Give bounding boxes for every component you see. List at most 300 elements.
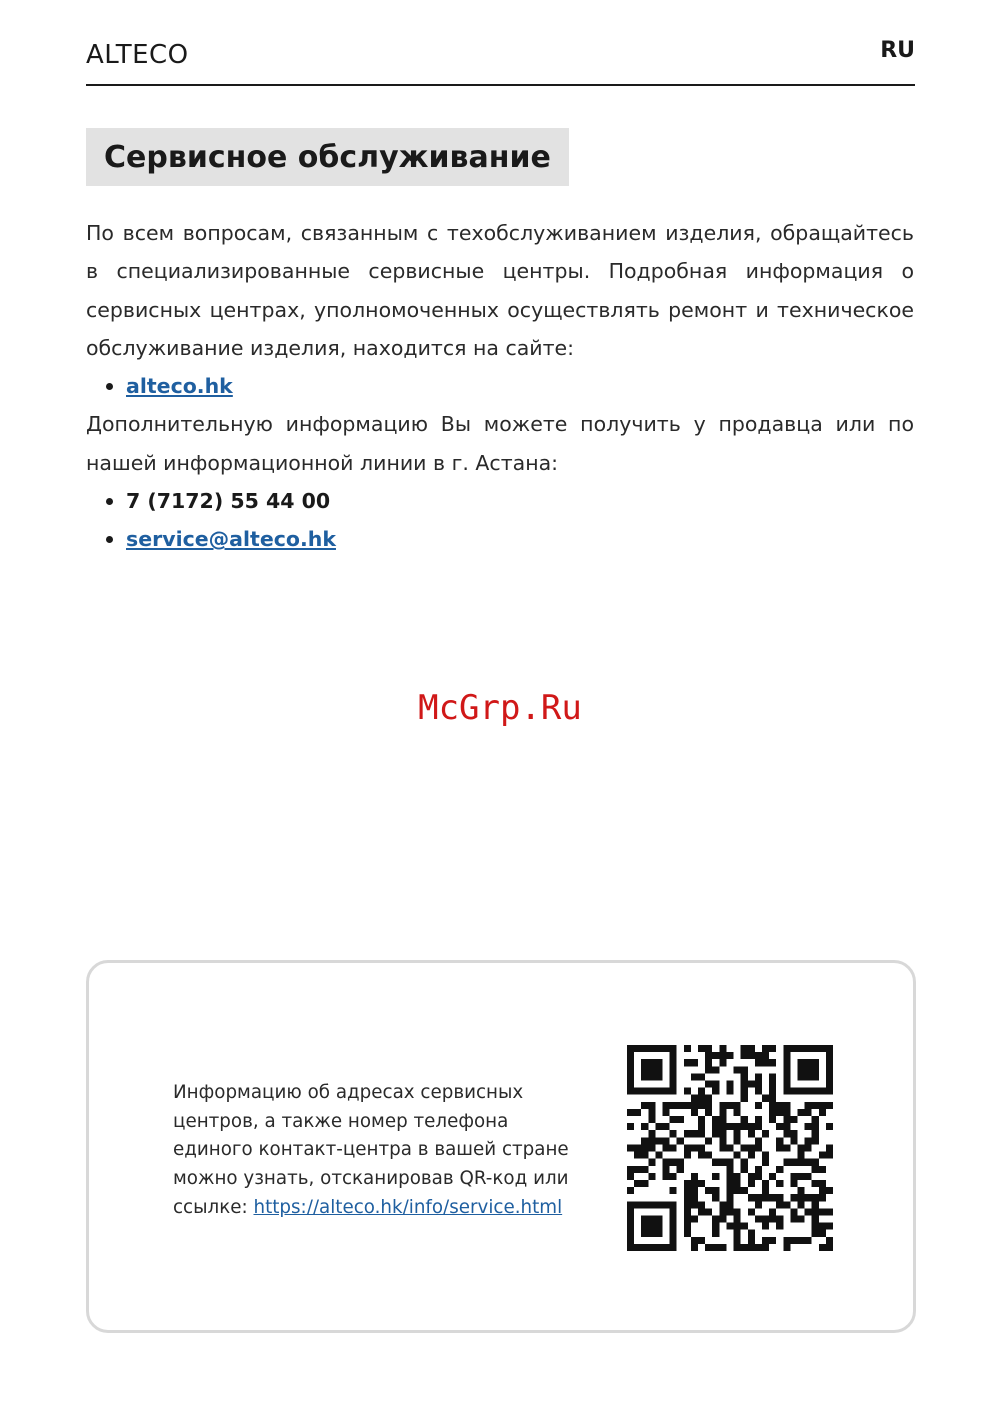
qr-module xyxy=(734,1137,741,1144)
qr-module xyxy=(769,1095,776,1102)
qr-module xyxy=(698,1201,705,1208)
qr-module xyxy=(790,1173,797,1180)
qr-module xyxy=(648,1088,655,1095)
qr-module xyxy=(705,1045,712,1052)
qr-module xyxy=(748,1045,755,1052)
qr-module xyxy=(748,1052,755,1059)
qr-module xyxy=(819,1223,826,1230)
qr-module xyxy=(748,1230,755,1237)
qr-module xyxy=(677,1116,684,1123)
qr-module xyxy=(648,1244,655,1251)
qr-module xyxy=(812,1201,819,1208)
qr-module xyxy=(819,1102,826,1109)
qr-module xyxy=(726,1081,733,1088)
qr-module xyxy=(741,1223,748,1230)
qr-module xyxy=(826,1102,833,1109)
qr-module xyxy=(648,1215,655,1222)
qr-module xyxy=(819,1045,826,1052)
qr-module xyxy=(734,1223,741,1230)
qr-module xyxy=(826,1208,833,1215)
qr-module xyxy=(627,1244,634,1251)
qr-module xyxy=(634,1045,641,1052)
qr-module xyxy=(783,1237,790,1244)
qr-module xyxy=(783,1059,790,1066)
qr-module xyxy=(719,1116,726,1123)
qr-module xyxy=(783,1081,790,1088)
qr-module xyxy=(641,1059,648,1066)
qr-module xyxy=(641,1230,648,1237)
qr-module xyxy=(819,1194,826,1201)
qr-module xyxy=(726,1173,733,1180)
qr-module xyxy=(762,1152,769,1159)
qr-module xyxy=(705,1052,712,1059)
qr-module xyxy=(755,1173,762,1180)
contact-list xyxy=(86,482,914,559)
qr-module xyxy=(712,1130,719,1137)
qr-module xyxy=(670,1116,677,1123)
qr-module xyxy=(627,1187,634,1194)
qr-module xyxy=(712,1194,719,1201)
qr-module xyxy=(691,1180,698,1187)
qr-module xyxy=(790,1137,797,1144)
qr-module xyxy=(641,1144,648,1151)
qr-module xyxy=(698,1045,705,1052)
qr-module xyxy=(826,1059,833,1066)
qr-module xyxy=(655,1066,662,1073)
qr-module xyxy=(783,1073,790,1080)
qr-module xyxy=(805,1045,812,1052)
qr-module xyxy=(812,1130,819,1137)
qr-module xyxy=(641,1073,648,1080)
qr-module xyxy=(684,1088,691,1095)
qr-module xyxy=(826,1144,833,1151)
qr-module xyxy=(734,1208,741,1215)
qr-module xyxy=(748,1244,755,1251)
qr-module xyxy=(762,1159,769,1166)
qr-module xyxy=(776,1144,783,1151)
qr-module xyxy=(762,1237,769,1244)
qr-module xyxy=(670,1208,677,1215)
qr-module xyxy=(741,1045,748,1052)
qr-module xyxy=(805,1137,812,1144)
qr-module xyxy=(755,1116,762,1123)
qr-module xyxy=(762,1095,769,1102)
qr-module xyxy=(726,1123,733,1130)
qr-module xyxy=(677,1137,684,1144)
qr-module xyxy=(797,1144,804,1151)
qr-module xyxy=(805,1059,812,1066)
qr-module xyxy=(719,1123,726,1130)
qr-module xyxy=(648,1230,655,1237)
qr-module xyxy=(805,1088,812,1095)
qr-module xyxy=(783,1045,790,1052)
qr-module xyxy=(698,1102,705,1109)
qr-module xyxy=(663,1102,670,1109)
qr-module xyxy=(677,1166,684,1173)
qr-module xyxy=(655,1137,662,1144)
list-item xyxy=(126,482,914,520)
qr-module xyxy=(705,1102,712,1109)
qr-module xyxy=(719,1244,726,1251)
qr-module xyxy=(812,1088,819,1095)
qr-module xyxy=(691,1130,698,1137)
qr-module xyxy=(634,1201,641,1208)
qr-module xyxy=(748,1208,755,1215)
qr-module xyxy=(627,1123,634,1130)
qr-module xyxy=(705,1081,712,1088)
qr-module xyxy=(726,1201,733,1208)
qr-module xyxy=(819,1230,826,1237)
email-link[interactable]: service@alteco.hk xyxy=(126,527,336,552)
qr-module xyxy=(748,1144,755,1151)
qr-module xyxy=(712,1159,719,1166)
qr-module xyxy=(741,1123,748,1130)
qr-module xyxy=(812,1208,819,1215)
qr-module xyxy=(719,1052,726,1059)
qr-module xyxy=(812,1102,819,1109)
qr-module xyxy=(648,1223,655,1230)
qr-module xyxy=(741,1244,748,1251)
qr-module xyxy=(641,1166,648,1173)
qr-module xyxy=(677,1102,684,1109)
qr-module xyxy=(812,1123,819,1130)
qr-module xyxy=(819,1208,826,1215)
qr-module xyxy=(797,1173,804,1180)
qr-module xyxy=(741,1073,748,1080)
qr-module xyxy=(684,1180,691,1187)
qr-module xyxy=(684,1144,691,1151)
qr-module xyxy=(684,1059,691,1066)
qr-module xyxy=(769,1215,776,1222)
qr-code-icon[interactable] xyxy=(627,1045,833,1251)
qr-module xyxy=(663,1201,670,1208)
qr-module xyxy=(797,1066,804,1073)
qr-module xyxy=(826,1237,833,1244)
qr-module xyxy=(627,1215,634,1222)
qr-module xyxy=(691,1244,698,1251)
qr-module xyxy=(741,1066,748,1073)
qr-module xyxy=(712,1223,719,1230)
qr-module xyxy=(691,1215,698,1222)
section-title: Сервисное обслуживание xyxy=(104,139,551,175)
qr-module xyxy=(648,1109,655,1116)
qr-module xyxy=(769,1102,776,1109)
qr-module xyxy=(663,1144,670,1151)
qr-module xyxy=(684,1208,691,1215)
qr-module xyxy=(641,1137,648,1144)
qr-module xyxy=(663,1159,670,1166)
qr-module xyxy=(819,1088,826,1095)
qr-module xyxy=(726,1088,733,1095)
qr-module xyxy=(819,1109,826,1116)
qr-module xyxy=(648,1073,655,1080)
qr-module xyxy=(719,1045,726,1052)
qr-module xyxy=(663,1166,670,1173)
qr-module xyxy=(755,1073,762,1080)
qr-module xyxy=(797,1237,804,1244)
qr-module xyxy=(719,1130,726,1137)
qr-module xyxy=(776,1166,783,1173)
qr-module xyxy=(698,1088,705,1095)
qr-module xyxy=(670,1173,677,1180)
qr-module xyxy=(705,1095,712,1102)
qr-module xyxy=(698,1073,705,1080)
qr-module xyxy=(783,1144,790,1151)
qr-module xyxy=(769,1173,776,1180)
qr-module xyxy=(698,1095,705,1102)
qr-module xyxy=(805,1194,812,1201)
qr-module xyxy=(634,1180,641,1187)
qr-module xyxy=(670,1130,677,1137)
qr-module xyxy=(755,1052,762,1059)
qr-module xyxy=(655,1073,662,1080)
qr-module xyxy=(634,1152,641,1159)
main-content xyxy=(86,214,914,559)
qr-module xyxy=(627,1173,634,1180)
qr-module xyxy=(783,1116,790,1123)
qr-module xyxy=(826,1066,833,1073)
qr-module xyxy=(762,1223,769,1230)
qr-module xyxy=(741,1081,748,1088)
qr-module xyxy=(655,1045,662,1052)
qr-module xyxy=(684,1201,691,1208)
qr-module xyxy=(641,1088,648,1095)
qr-module xyxy=(655,1152,662,1159)
qr-module xyxy=(670,1187,677,1194)
qr-module xyxy=(755,1102,762,1109)
qr-module xyxy=(627,1059,634,1066)
qr-module xyxy=(719,1137,726,1144)
qr-module xyxy=(670,1201,677,1208)
qr-module xyxy=(641,1066,648,1073)
qr-module xyxy=(627,1081,634,1088)
qr-module xyxy=(670,1052,677,1059)
qr-module xyxy=(783,1066,790,1073)
qr-module xyxy=(705,1187,712,1194)
qr-module xyxy=(627,1144,634,1151)
qr-module xyxy=(790,1208,797,1215)
qr-module xyxy=(705,1137,712,1144)
qr-module xyxy=(812,1116,819,1123)
qr-module xyxy=(712,1052,719,1059)
qr-module xyxy=(712,1230,719,1237)
qr-module xyxy=(819,1166,826,1173)
qr-module xyxy=(797,1109,804,1116)
qr-module xyxy=(812,1059,819,1066)
qr-module xyxy=(648,1116,655,1123)
qr-module xyxy=(826,1088,833,1095)
qr-module xyxy=(783,1052,790,1059)
qr-module xyxy=(726,1223,733,1230)
qr-module xyxy=(641,1244,648,1251)
qr-module xyxy=(790,1237,797,1244)
qr-module xyxy=(755,1059,762,1066)
qr-module xyxy=(790,1130,797,1137)
qr-module xyxy=(755,1081,762,1088)
qr-module xyxy=(762,1244,769,1251)
site-link[interactable]: alteco.hk xyxy=(126,374,233,399)
qr-module xyxy=(755,1088,762,1095)
qr-module xyxy=(691,1144,698,1151)
qr-module xyxy=(776,1194,783,1201)
qr-module xyxy=(670,1223,677,1230)
qr-module xyxy=(769,1237,776,1244)
page-header xyxy=(86,36,915,86)
qr-module xyxy=(805,1237,812,1244)
qr-module xyxy=(663,1244,670,1251)
qr-module xyxy=(819,1244,826,1251)
qr-module xyxy=(769,1208,776,1215)
qr-module xyxy=(734,1187,741,1194)
qr-module xyxy=(726,1180,733,1187)
qr-module xyxy=(805,1123,812,1130)
qr-module xyxy=(663,1123,670,1130)
qr-module xyxy=(734,1215,741,1222)
qr-module xyxy=(769,1109,776,1116)
qr-module xyxy=(627,1045,634,1052)
qr-module xyxy=(776,1137,783,1144)
qr-module xyxy=(790,1116,797,1123)
qr-module xyxy=(741,1095,748,1102)
qr-module xyxy=(641,1152,648,1159)
qr-module xyxy=(670,1073,677,1080)
qr-module xyxy=(691,1109,698,1116)
qr-module xyxy=(734,1173,741,1180)
qr-module xyxy=(805,1173,812,1180)
qr-module xyxy=(684,1102,691,1109)
qr-module xyxy=(719,1208,726,1215)
qr-module xyxy=(797,1152,804,1159)
qr-module xyxy=(691,1194,698,1201)
qr-module xyxy=(705,1059,712,1066)
qr-module xyxy=(648,1173,655,1180)
qr-module xyxy=(648,1137,655,1144)
qr-module xyxy=(805,1102,812,1109)
qr-module xyxy=(762,1215,769,1222)
qr-module xyxy=(790,1180,797,1187)
qr-module xyxy=(812,1066,819,1073)
qr-module xyxy=(748,1152,755,1159)
qr-module xyxy=(748,1173,755,1180)
qr-module xyxy=(762,1187,769,1194)
qr-module xyxy=(705,1066,712,1073)
qr-module xyxy=(670,1244,677,1251)
qr-module xyxy=(719,1102,726,1109)
qr-module xyxy=(627,1052,634,1059)
qr-module xyxy=(726,1144,733,1151)
qr-module xyxy=(712,1244,719,1251)
qr-module xyxy=(748,1180,755,1187)
qr-module xyxy=(812,1180,819,1187)
qr-module xyxy=(684,1130,691,1137)
qr-module xyxy=(712,1215,719,1222)
qr-module xyxy=(805,1109,812,1116)
qr-module xyxy=(684,1194,691,1201)
qr-module xyxy=(797,1088,804,1095)
qr-module xyxy=(819,1180,826,1187)
qr-module xyxy=(762,1052,769,1059)
qr-module xyxy=(641,1102,648,1109)
qr-module xyxy=(634,1144,641,1151)
qr-module xyxy=(748,1123,755,1130)
qr-module xyxy=(734,1230,741,1237)
qr-module xyxy=(826,1052,833,1059)
phone-number: 7 (7172) 55 44 00 xyxy=(126,489,331,514)
qr-module xyxy=(755,1137,762,1144)
qr-module xyxy=(797,1187,804,1194)
qr-module xyxy=(819,1187,826,1194)
qr-module xyxy=(762,1045,769,1052)
qr-module xyxy=(790,1045,797,1052)
qr-module xyxy=(719,1109,726,1116)
qr-module xyxy=(805,1208,812,1215)
qr-module xyxy=(705,1244,712,1251)
qr-module xyxy=(691,1073,698,1080)
qr-module xyxy=(712,1066,719,1073)
qr-module xyxy=(734,1237,741,1244)
qr-module xyxy=(755,1194,762,1201)
qr-module xyxy=(670,1081,677,1088)
qr-module xyxy=(812,1045,819,1052)
qr-module xyxy=(783,1159,790,1166)
qr-module xyxy=(670,1159,677,1166)
qr-module xyxy=(812,1159,819,1166)
qr-module xyxy=(769,1088,776,1095)
qr-module xyxy=(670,1066,677,1073)
qr-module xyxy=(677,1159,684,1166)
qr-module xyxy=(719,1201,726,1208)
qr-module xyxy=(769,1116,776,1123)
qr-module xyxy=(698,1237,705,1244)
section-title-box xyxy=(86,128,569,186)
qr-module xyxy=(826,1081,833,1088)
qr-module xyxy=(790,1194,797,1201)
qr-module xyxy=(641,1180,648,1187)
qr-module xyxy=(776,1123,783,1130)
qr-module xyxy=(797,1073,804,1080)
service-page-link[interactable]: https://alteco.hk/info/service.html xyxy=(253,1196,563,1218)
qr-module xyxy=(826,1152,833,1159)
qr-module xyxy=(776,1180,783,1187)
qr-module xyxy=(762,1194,769,1201)
qr-module xyxy=(655,1223,662,1230)
qr-module xyxy=(627,1230,634,1237)
qr-module xyxy=(726,1159,733,1166)
watermark: McGrp.Ru xyxy=(418,688,582,728)
qr-module xyxy=(726,1187,733,1194)
qr-module xyxy=(812,1166,819,1173)
qr-module xyxy=(812,1230,819,1237)
qr-module xyxy=(670,1215,677,1222)
qr-module xyxy=(670,1237,677,1244)
qr-module xyxy=(663,1088,670,1095)
qr-module xyxy=(670,1144,677,1151)
qr-module xyxy=(705,1152,712,1159)
qr-module xyxy=(776,1102,783,1109)
qr-module xyxy=(783,1109,790,1116)
qr-module xyxy=(634,1088,641,1095)
intro-paragraph: По всем вопросам, связанным с техобслуживанием изделия, обращайтесь в специализированные сервисные центры. Подробная информация о сервисных центрах, уполномоченных осуществлять ремонт и техническое обслуживание изделия, находится на сайте: xyxy=(86,221,914,360)
qr-module xyxy=(663,1173,670,1180)
qr-module xyxy=(648,1201,655,1208)
qr-module xyxy=(741,1116,748,1123)
qr-info-card xyxy=(86,960,916,1333)
qr-module xyxy=(698,1208,705,1215)
qr-module xyxy=(726,1102,733,1109)
qr-module xyxy=(734,1109,741,1116)
qr-module xyxy=(797,1059,804,1066)
qr-module xyxy=(627,1223,634,1230)
